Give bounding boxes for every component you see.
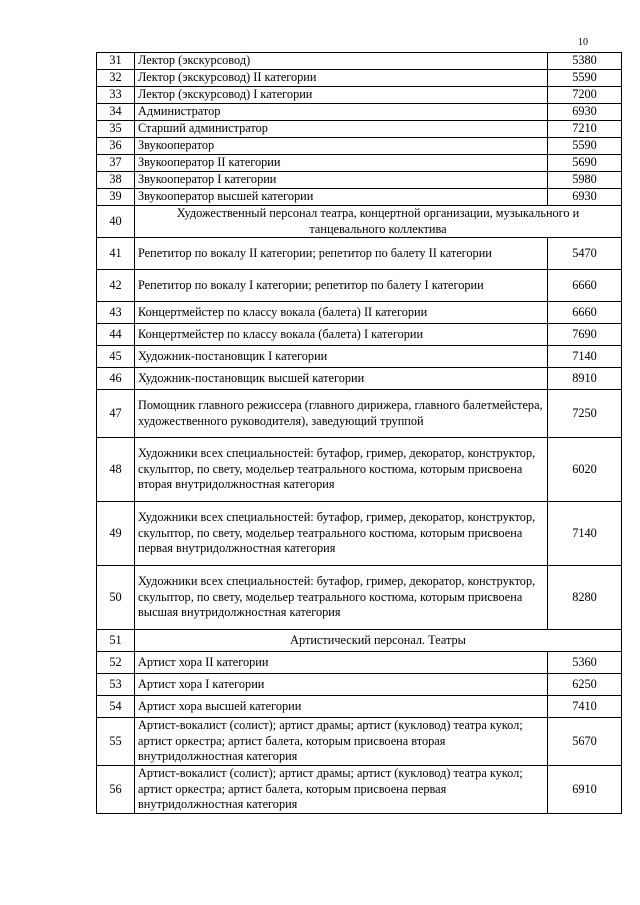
salary-value: 5380 [548,53,622,70]
row-number: 47 [97,390,135,438]
position-name: Репетитор по вокалу II категории; репетитор по балету II категории [135,238,548,270]
salary-value: 8910 [548,368,622,390]
salary-value: 6250 [548,674,622,696]
section-row [97,630,622,652]
table-row [97,70,622,87]
position-name: Концертмейстер по классу вокала (балета) I категории [135,324,548,346]
salary-value: 6910 [548,766,622,814]
salary-value: 7210 [548,121,622,138]
table-row [97,718,622,766]
position-name: Лектор (экскурсовод) II категории [135,70,548,87]
position-name: Старший администратор [135,121,548,138]
position-name: Артист хора II категории [135,652,548,674]
salary-value: 5590 [548,70,622,87]
position-name: Художник-постановщик I категории [135,346,548,368]
salary-value: 6660 [548,270,622,302]
table-row [97,172,622,189]
row-number: 34 [97,104,135,121]
row-number: 42 [97,270,135,302]
table-row [97,302,622,324]
row-number: 35 [97,121,135,138]
position-name: Помощник главного режиссера (главного дирижера, главного балетмейстера, художественного руководителя), заведующий труппой [135,390,548,438]
row-number: 49 [97,502,135,566]
salary-value: 5980 [548,172,622,189]
row-number: 41 [97,238,135,270]
position-name: Концертмейстер по классу вокала (балета) II категории [135,302,548,324]
position-name: Звукооператор [135,138,548,155]
row-number: 31 [97,53,135,70]
page-number: 10 [578,37,588,48]
table-row [97,502,622,566]
salary-value: 5690 [548,155,622,172]
position-name: Художники всех специальностей: бутафор, гример, декоратор, конструктор, скульптор, по свету, модельер театрального костюма, которым присвоена вторая внутридолжностная категория [135,438,548,502]
row-number: 51 [97,630,135,652]
table-row [97,674,622,696]
position-name: Лектор (экскурсовод) [135,53,548,70]
row-number: 52 [97,652,135,674]
salary-table-body [97,53,622,814]
salary-value: 7250 [548,390,622,438]
section-row [97,206,622,238]
row-number: 53 [97,674,135,696]
salary-value: 7140 [548,502,622,566]
table-row [97,189,622,206]
position-name: Администратор [135,104,548,121]
table-row [97,53,622,70]
table-row [97,438,622,502]
position-name: Художники всех специальностей: бутафор, гример, декоратор, конструктор, скульптор, по свету, модельер театрального костюма, которым присвоена высшая внутридолжностная категория [135,566,548,630]
section-heading: Художественный персонал театра, концертной организации, музыкального и танцевального коллектива [135,206,622,238]
row-number: 38 [97,172,135,189]
table-row [97,766,622,814]
position-name: Звукооператор II категории [135,155,548,172]
position-name: Художники всех специальностей: бутафор, гример, декоратор, конструктор, скульптор, по свету, модельер театрального костюма, которым присвоена первая внутридолжностная категория [135,502,548,566]
row-number: 56 [97,766,135,814]
table-row [97,238,622,270]
salary-value: 6930 [548,189,622,206]
salary-value: 7200 [548,87,622,104]
salary-value: 5590 [548,138,622,155]
table-row [97,121,622,138]
table-row [97,270,622,302]
table-row [97,566,622,630]
salary-value: 6660 [548,302,622,324]
position-name: Лектор (экскурсовод) I категории [135,87,548,104]
position-name: Артист-вокалист (солист); артист драмы; артист (кукловод) театра кукол; артист оркестра; артист балета, которым присвоена вторая внутридолжностная категория [135,718,548,766]
table-row [97,368,622,390]
row-number: 48 [97,438,135,502]
row-number: 50 [97,566,135,630]
table-row [97,155,622,172]
row-number: 39 [97,189,135,206]
position-name: Художник-постановщик высшей категории [135,368,548,390]
row-number: 43 [97,302,135,324]
table-row [97,104,622,121]
section-heading: Артистический персонал. Театры [135,630,622,652]
salary-value: 5360 [548,652,622,674]
row-number: 32 [97,70,135,87]
table-row [97,696,622,718]
salary-value: 6930 [548,104,622,121]
table-row [97,346,622,368]
salary-value: 7410 [548,696,622,718]
row-number: 46 [97,368,135,390]
table-row [97,390,622,438]
salary-value: 5470 [548,238,622,270]
table-row [97,138,622,155]
row-number: 45 [97,346,135,368]
salary-value: 6020 [548,438,622,502]
row-number: 44 [97,324,135,346]
position-name: Звукооператор I категории [135,172,548,189]
row-number: 36 [97,138,135,155]
row-number: 54 [97,696,135,718]
position-name: Репетитор по вокалу I категории; репетитор по балету I категории [135,270,548,302]
salary-table [96,52,622,814]
salary-value: 8280 [548,566,622,630]
salary-value: 7690 [548,324,622,346]
row-number: 33 [97,87,135,104]
row-number: 40 [97,206,135,238]
position-name: Артист хора высшей категории [135,696,548,718]
position-name: Звукооператор высшей категории [135,189,548,206]
row-number: 37 [97,155,135,172]
table-row [97,652,622,674]
row-number: 55 [97,718,135,766]
table-row [97,87,622,104]
salary-value: 7140 [548,346,622,368]
table-row [97,324,622,346]
position-name: Артист-вокалист (солист); артист драмы; артист (кукловод) театра кукол; артист оркестра; артист балета, которым присвоена первая внутридолжностная категория [135,766,548,814]
salary-value: 5670 [548,718,622,766]
position-name: Артист хора I категории [135,674,548,696]
